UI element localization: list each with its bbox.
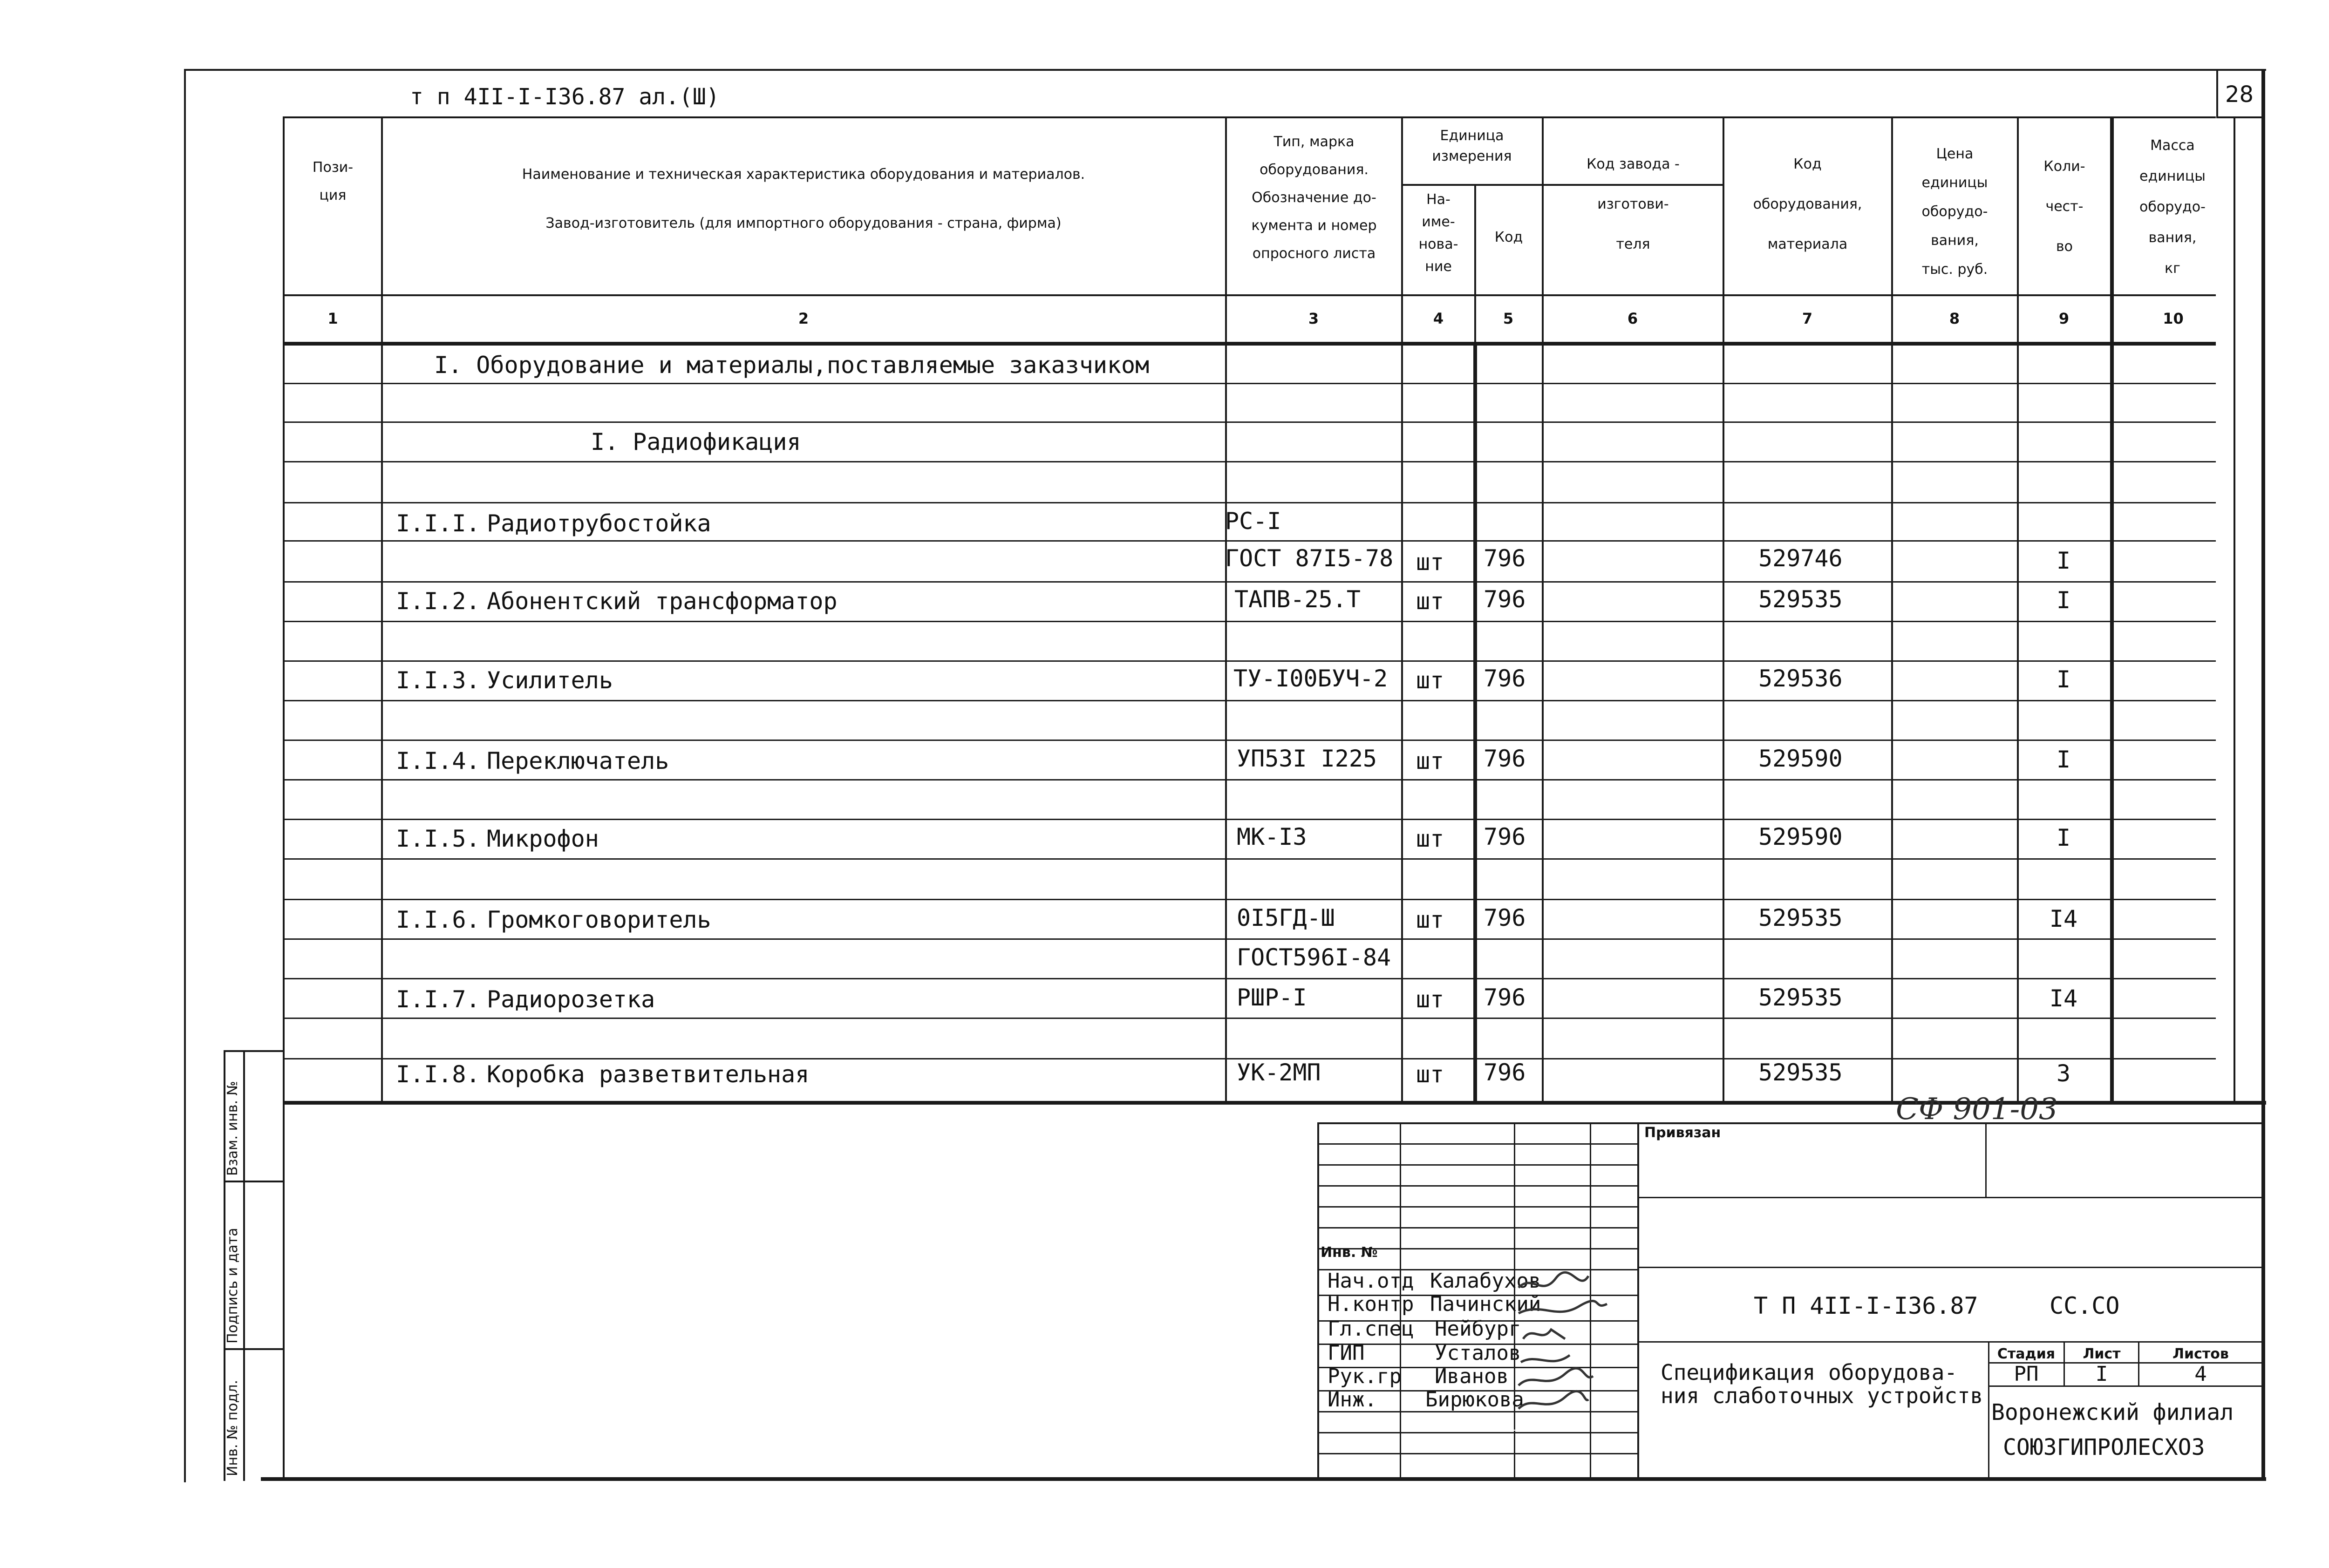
stamp-divider [1637,1122,1639,1479]
signatures [1514,1269,1626,1418]
item-2-unit: шт [1416,588,1444,615]
subsection-title: I. Радиофикация [591,428,801,455]
item-5-type: МК-I3 [1237,823,1307,850]
document-mark: СС.СО [2050,1292,2120,1319]
sheet-number-box-bottom [2216,116,2263,118]
item-7-position: I.I.7. [396,986,480,1013]
item-5-unit-code: 796 [1484,823,1526,850]
stage-value: РП [2014,1362,2039,1386]
section-title: I. Оборудование и материалы,поставляемые заказчиком [434,352,1150,379]
title-line-2: ния слаботочных устройств [1661,1383,1983,1408]
item-8-qty: 3 [2056,1060,2071,1087]
organization-line-2: СОЮЗГИПРОЛЕСХОЗ [2003,1434,2205,1460]
item-6-code: 529535 [1758,904,1843,931]
sheets-value: 4 [2194,1362,2207,1386]
stamp-attached-label: Привязан [1644,1125,1721,1141]
stamp-inv-label: Инв. № [1321,1244,1378,1261]
item-3-name: Усилитель [487,667,613,694]
sheet-label: Лист [2083,1346,2121,1362]
item-6-qty: I4 [2049,905,2078,932]
col-line-10 [2234,116,2235,1103]
item-2-qty: I [2056,587,2071,614]
frame-right-line [2261,69,2265,1480]
colnum-10: 10 [2163,310,2184,327]
role-2: Н.контр [1328,1292,1414,1316]
header-unit: Единица измерения [1432,128,1512,164]
role-4: ГИП [1328,1341,1365,1365]
header-price: Цена единицы оборудо- вания, тыс. руб. [1921,146,1988,278]
item-7-unit-code: 796 [1484,984,1526,1011]
sheets-label: Листов [2172,1346,2229,1362]
item-8-name: Коробка разветвительная [487,1061,810,1088]
item-4-name: Переключатель [487,747,669,774]
item-3-position: I.I.3. [396,667,480,694]
item-3-unit: шт [1416,667,1444,694]
colnum-5: 5 [1503,310,1514,327]
header-position: Пози- ция [312,159,354,204]
colnum-2: 2 [798,310,809,327]
item-2-type: ТАПВ-25.Т [1234,586,1361,613]
colnum-8: 8 [1949,310,1960,327]
frame-top-line [184,69,2266,71]
item-2-position: I.I.2. [396,588,480,615]
role-6: Инж. [1328,1388,1377,1412]
header-name-line2: Завод-изготовитель (для импортного оборудования - страна, фирма) [545,215,1062,231]
side-strip-right [283,1050,285,1481]
header-equipment-code: Код оборудования, материала [1753,156,1862,252]
colnum-3: 3 [1308,310,1319,327]
album-reference: т п 4II-I-I36.87 ал.(Ш) [410,84,720,110]
organization-line-1: Воронежский филиал [1991,1399,2234,1425]
item-4-type: УП53I I225 [1237,745,1377,772]
colnum-9: 9 [2058,310,2070,327]
stage-label: Стадия [1997,1346,2056,1362]
designation: Т П 4II-I-I36.87 [1754,1292,1978,1319]
colnum-7: 7 [1802,310,1813,327]
item-5-position: I.I.5. [396,825,480,852]
item-2-code: 529535 [1758,586,1843,613]
frame-bottom-line [261,1477,2266,1481]
item-1-qty: I [2056,547,2071,574]
stamp-left-line [1317,1122,1319,1479]
item-3-qty: I [2056,666,2071,693]
title-line-1: Спецификация оборудова- [1661,1360,1957,1385]
item-3-type: ТУ-I00БУЧ-2 [1233,665,1388,692]
item-4-unit: шт [1416,747,1444,774]
header-mass: Масса единицы оборудо- вания, кг [2139,137,2206,277]
item-4-code: 529590 [1758,745,1843,772]
item-5-unit: шт [1416,825,1444,852]
item-4-qty: I [2056,746,2071,773]
name-2: Пачинский [1430,1292,1541,1316]
name-1: Калабухов [1430,1269,1541,1293]
col-line-4 [1473,342,1477,1103]
item-7-code: 529535 [1758,984,1843,1011]
side-label-inv-original: Инв. № подл. [225,1380,241,1476]
table-top-line [283,116,2216,118]
col-line-7 [1891,116,1893,1103]
sheet-number-box-left [2216,69,2218,116]
item-1-type: РС-I [1225,508,1281,535]
item-7-qty: I4 [2049,985,2078,1012]
colnum-4: 4 [1433,310,1444,327]
item-1-doc: ГОСТ 87I5-78 [1225,545,1394,572]
name-4: Усталов [1435,1341,1521,1365]
header-quantity: Коли- чест- во [2043,158,2085,255]
item-6-position: I.I.6. [396,906,480,933]
item-1-unit-code: 796 [1484,545,1526,572]
side-label-sign-date: Подпись и дата [225,1228,241,1344]
side-strip-mid [243,1050,245,1481]
name-3: Нейбург [1435,1317,1521,1341]
frame-left-line [184,69,186,1482]
item-7-type: РШР-I [1237,984,1307,1011]
item-4-position: I.I.4. [396,747,480,774]
item-8-unit: шт [1416,1061,1444,1088]
item-1-unit: шт [1416,549,1444,576]
item-5-code: 529590 [1758,823,1843,850]
col-line-5 [1542,116,1544,1103]
role-5: Рук.гр [1328,1364,1402,1388]
header-type: Тип, марка оборудования. Обозначение до- кумента и номер опросного листа [1251,134,1377,262]
handwritten-reference: СФ 901-03 [1896,1092,2058,1127]
item-6-name: Громкоговоритель [487,906,711,933]
item-4-unit-code: 796 [1484,745,1526,772]
item-8-unit-code: 796 [1484,1059,1526,1086]
sheet-value: I [2095,1362,2108,1386]
item-8-position: I.I.8. [396,1061,480,1088]
col-line-2 [1225,116,1227,1103]
item-6-unit-code: 796 [1484,904,1526,931]
item-3-unit-code: 796 [1484,665,1526,692]
item-3-code: 529536 [1758,665,1843,692]
item-1-name: Радиотрубостойка [487,510,711,537]
item-5-qty: I [2056,824,2071,851]
col-line-1 [381,116,383,1103]
col-line-0 [283,116,285,1103]
item-1-position: I.I.I. [396,510,480,537]
item-7-name: Радиорозетка [487,986,655,1013]
header-factory-code: Код завода - изготови- теля [1587,156,1680,252]
item-6-doc: ГОСТ596I-84 [1237,944,1391,971]
name-5: Иванов [1435,1364,1509,1388]
name-6: Бирюкова [1425,1388,1524,1412]
item-6-unit: шт [1416,906,1444,933]
item-5-name: Микрофон [487,825,599,852]
header-name-line1: Наименование и техническая характеристика оборудования и материалов. [522,166,1085,183]
header-unit-code: Код [1494,229,1523,245]
header-bottom-line [283,294,2216,296]
role-1: Нач.отд [1328,1269,1414,1293]
item-7-unit: шт [1416,986,1444,1013]
item-8-code: 529535 [1758,1059,1843,1086]
sheet-number: 28 [2225,81,2254,108]
item-1-code: 529746 [1758,545,1843,572]
item-6-type: 0I5ГД-Ш [1237,904,1335,931]
item-2-unit-code: 796 [1484,586,1526,613]
side-label-replaced-inv: Взам. инв. № [225,1081,241,1176]
colnum-bottom-line [283,342,2216,346]
item-8-type: УК-2МП [1237,1059,1321,1086]
colnum-6: 6 [1627,310,1638,327]
stamp-top-line [1317,1122,2263,1124]
colnum-1: 1 [327,310,338,327]
header-unit-name: На- име- нова- ние [1418,191,1458,275]
item-2-name: Абонентский трансформатор [487,588,838,615]
role-3: Гл.спец [1328,1317,1414,1341]
